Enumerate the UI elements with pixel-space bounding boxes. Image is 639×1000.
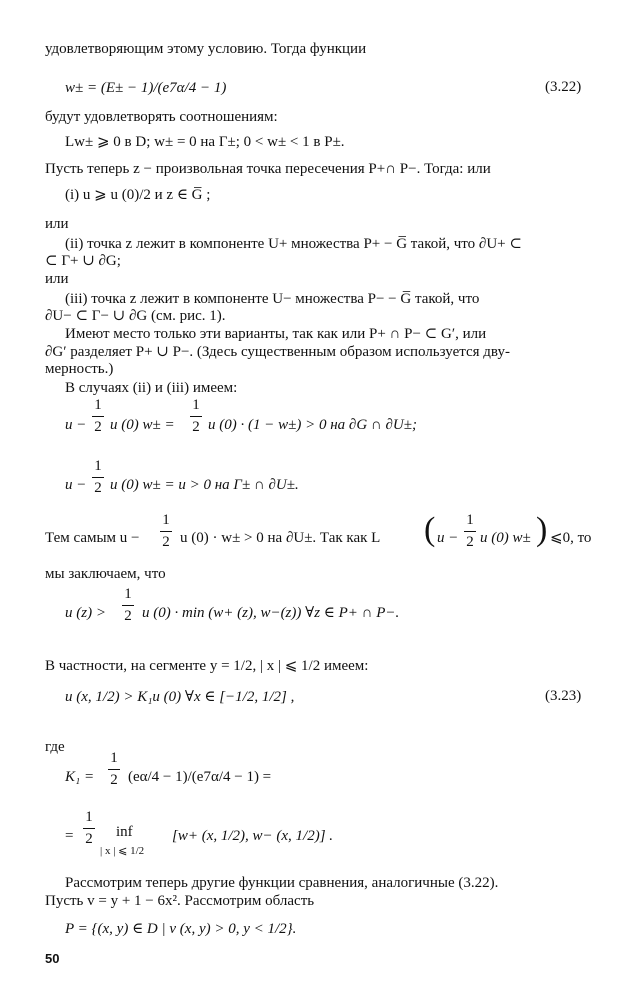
fraction-bar bbox=[464, 531, 476, 532]
equation-b-left: u − bbox=[65, 477, 87, 493]
fraction-numerator: 1 bbox=[162, 512, 170, 528]
text-line-10: или bbox=[45, 271, 69, 287]
fraction-numerator: 1 bbox=[85, 809, 93, 825]
text-line-20: мы заключаем, что bbox=[45, 566, 166, 582]
fraction-numerator: 1 bbox=[192, 397, 200, 413]
right-parenthesis: ) bbox=[536, 511, 548, 548]
equation-c-right: u (0) · min (w+ (z), w−(z)) ∀z ∈ P+ ∩ P−. bbox=[142, 605, 400, 621]
text-line-19-c: u − bbox=[437, 530, 459, 546]
equation-a-right: u (0) · (1 − w±) > 0 на ∂G ∩ ∂U±; bbox=[208, 417, 417, 433]
equation-k1-fraction bbox=[108, 750, 120, 789]
fraction-denominator: 2 bbox=[85, 831, 93, 847]
line-19-fraction-1 bbox=[160, 512, 172, 551]
fraction-bar bbox=[190, 416, 202, 417]
fraction-bar bbox=[92, 477, 104, 478]
equation-inf-subscript: | x | ⩽ 1/2 bbox=[100, 845, 145, 857]
fraction-numerator: 1 bbox=[94, 397, 102, 413]
text-line-7: или bbox=[45, 216, 69, 232]
page-number: 50 bbox=[45, 951, 60, 966]
fraction-bar bbox=[122, 605, 134, 606]
equation-c-fraction bbox=[122, 586, 134, 625]
equation-a-fraction-1 bbox=[92, 397, 104, 436]
text-line-11: (iii) точка z лежит в компоненте U− множества P− − G̅ такой, что bbox=[65, 291, 480, 307]
text-line-12: ∂U− ⊂ Γ− ∪ ∂G (см. рис. 1). bbox=[45, 308, 226, 324]
fraction-denominator: 2 bbox=[466, 534, 474, 550]
text-line-9: ⊂ Γ+ ∪ ∂G; bbox=[45, 253, 121, 269]
text-line-4: Lw± ⩾ 0 в D; w± = 0 на Γ±; 0 < w± < 1 в P±. bbox=[65, 134, 345, 150]
text-line-5: Пусть теперь z − произвольная точка пересечения P+∩ P−. Тогда: или bbox=[45, 161, 491, 177]
text-line-15: мерность.) bbox=[45, 361, 114, 377]
equation-p: P = {(x, y) ∈ D | v (x, y) > 0, y < 1/2}. bbox=[65, 921, 297, 937]
equation-k1-left: K₁ = bbox=[65, 769, 95, 785]
fraction-denominator: 2 bbox=[94, 419, 102, 435]
equation-number-3-22: (3.22) bbox=[545, 79, 582, 95]
fraction-bar bbox=[83, 828, 95, 829]
fraction-numerator: 1 bbox=[124, 586, 132, 602]
fraction-denominator: 2 bbox=[192, 419, 200, 435]
equation-a-fraction-2 bbox=[190, 397, 202, 436]
fraction-numerator: 1 bbox=[110, 750, 118, 766]
left-parenthesis: ( bbox=[424, 511, 436, 548]
text-line-28: Пусть v = y + 1 − 6x². Рассмотрим область bbox=[45, 893, 315, 909]
text-line-8: (ii) точка z лежит в компоненте U+ множества P+ − G̅ такой, что ∂U+ ⊂ bbox=[65, 236, 522, 252]
equation-number-3-23: (3.23) bbox=[545, 688, 582, 704]
text-line-1: удовлетворяющим этому условию. Тогда функции bbox=[45, 41, 367, 57]
text-line-24: где bbox=[45, 739, 65, 755]
fraction-bar bbox=[92, 416, 104, 417]
fraction-denominator: 2 bbox=[110, 772, 118, 788]
text-line-19-e: ⩽0, то bbox=[550, 530, 592, 546]
text-line-19-b: u (0) · w± > 0 на ∂U±. Так как L bbox=[180, 530, 381, 546]
equation-inf-right: [w+ (x, 1/2), w− (x, 1/2)] . bbox=[172, 828, 334, 844]
equation-3-23: u (x, 1/2) > K₁u (0) ∀x ∈ [−1/2, 1/2] , bbox=[65, 689, 295, 705]
text-line-13: Имеют место только эти варианты, так как или P+ ∩ P− ⊂ G′, или bbox=[65, 326, 487, 342]
equation-3-22: w± = (E± − 1)/(e7α/4 − 1) bbox=[65, 80, 227, 96]
equation-b-right: u (0) w± = u > 0 на Γ± ∩ ∂U±. bbox=[110, 477, 299, 493]
text-line-3: будут удовлетворять соотношениям: bbox=[45, 109, 278, 125]
equation-inf-operator: inf bbox=[116, 824, 133, 840]
text-line-19-a: Тем самым u − bbox=[45, 530, 140, 546]
fraction-bar bbox=[160, 531, 172, 532]
text-line-27: Рассмотрим теперь другие функции сравнения, аналогичные (3.22). bbox=[65, 875, 499, 891]
fraction-denominator: 2 bbox=[124, 608, 132, 624]
equation-a-left: u − bbox=[65, 417, 87, 433]
fraction-numerator: 1 bbox=[466, 512, 474, 528]
equation-a-middle: u (0) w± = bbox=[110, 417, 175, 433]
fraction-bar bbox=[108, 769, 120, 770]
text-line-22: В частности, на сегменте y = 1/2, | x | ⩽ 1/2 имеем: bbox=[45, 658, 369, 674]
text-line-16: В случаях (ii) и (iii) имеем: bbox=[65, 380, 238, 396]
fraction-denominator: 2 bbox=[162, 534, 170, 550]
fraction-numerator: 1 bbox=[94, 458, 102, 474]
fraction-denominator: 2 bbox=[94, 480, 102, 496]
line-19-fraction-2 bbox=[464, 512, 476, 551]
equation-inf-equals: = bbox=[65, 828, 74, 844]
text-line-6: (i) u ⩾ u (0)/2 и z ∈ G̅ ; bbox=[65, 187, 211, 203]
text-line-19-d: u (0) w± bbox=[480, 530, 531, 546]
equation-k1-right: (eα/4 − 1)/(e7α/4 − 1) = bbox=[128, 769, 272, 785]
text-line-14: ∂G′ разделяет P+ ∪ P−. (Здесь существенным образом используется дву- bbox=[45, 344, 510, 360]
equation-b-fraction bbox=[92, 458, 104, 497]
equation-inf-fraction bbox=[83, 809, 95, 848]
equation-c-left: u (z) > bbox=[65, 605, 106, 621]
